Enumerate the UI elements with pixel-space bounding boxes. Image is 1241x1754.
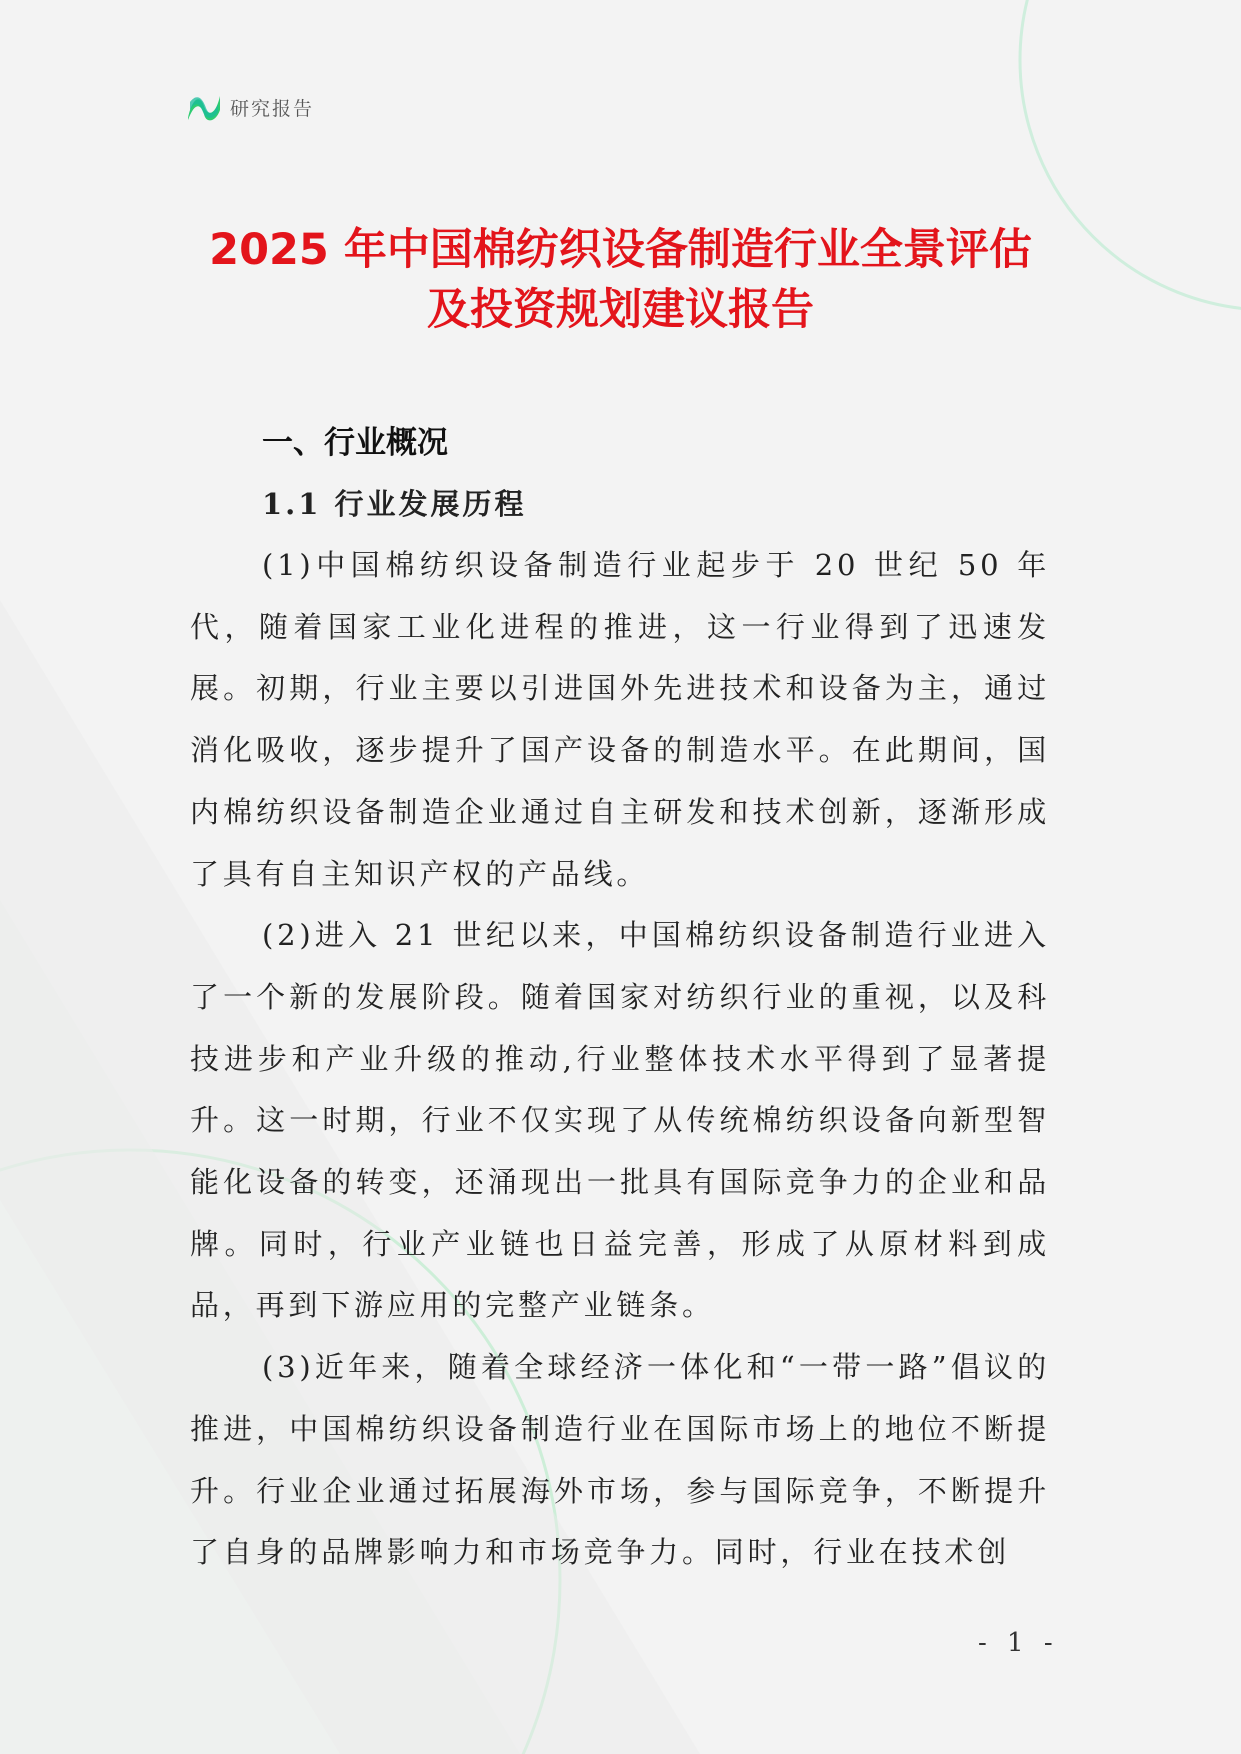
brand-logo-icon (186, 90, 222, 124)
title-line-2: 及投资规划建议报告 (427, 285, 814, 335)
paragraph-1: (1)中国棉纺织设备制造行业起步于 20 世纪 50 年代，随着国家工业化进程的推进，这一行业得到了迅速发展。初期，行业主要以引进国外先进技术和设备为主，通过消化吸收，逐步提升了国产设备的制造水平。在此期间，国内棉纺织设备制造企业通过自主研发和技术创新，逐渐形成了具有自主知识产权的产品线。 (190, 548, 1050, 891)
report-header (186, 90, 314, 124)
paragraph-3: (3)近年来，随着全球经济一体化和“一带一路”倡议的推进，中国棉纺织设备制造行业在国际市场上的地位不断提升。行业企业通过拓展海外市场，参与国际竞争，不断提升了自身的品牌影响力和市场竞争力。同时，行业在技术创 (190, 1350, 1050, 1570)
section-heading: 一、行业概况 (262, 425, 448, 461)
subsection-heading: 1.1 行业发展历程 (262, 487, 527, 521)
title-line-1: 2025 年中国棉纺织设备制造行业全景评估 (209, 225, 1032, 275)
header-label: 研究报告 (230, 97, 315, 120)
paragraph-2: (2)进入 21 世纪以来，中国棉纺织设备制造行业进入了一个新的发展阶段。随着国家对纺织行业的重视，以及科技进步和产业升级的推动,行业整体技术水平得到了显著提升。这一时期，行业不仅实现了从传统棉纺织设备向新型智能化设备的转变，还涌现出一批具有国际竞争力的企业和品牌。同时，行业产业链也日益完善，形成了从原材料到成品，再到下游应用的完整产业链条。 (190, 918, 1050, 1323)
report-body (190, 413, 1050, 1584)
report-title (150, 220, 1091, 340)
page-number: - 1 - (978, 1628, 1059, 1658)
